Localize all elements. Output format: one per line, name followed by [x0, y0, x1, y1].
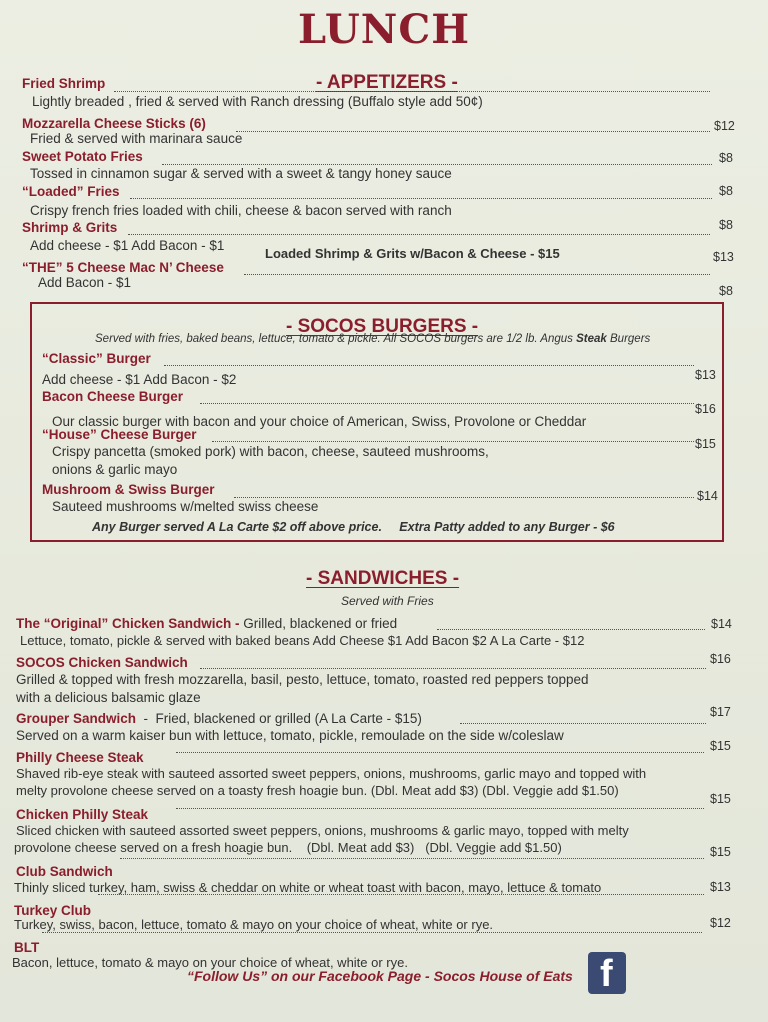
menu-item-name: “THE” 5 Cheese Mac N’ Cheese	[22, 260, 224, 275]
menu-item-price: $13	[710, 880, 731, 894]
dot-leader	[176, 808, 704, 809]
dot-leader	[236, 131, 710, 132]
facebook-icon[interactable]: f	[588, 952, 626, 994]
dot-leader	[120, 858, 704, 859]
menu-item-desc: Crispy pancetta (smoked pork) with bacon, cheese, sauteed mushrooms,	[52, 444, 489, 459]
menu-item-desc: melty provolone cheese served on a toasty fresh hoagie bun. (Dbl. Meat add $3) (Dbl. Veggie add $1.50)	[16, 783, 619, 798]
dot-leader	[130, 198, 712, 199]
menu-item-price: $14	[697, 489, 718, 503]
dot-leader	[42, 932, 702, 933]
menu-item-name: SOCOS Chicken Sandwich	[16, 655, 188, 670]
menu-item-desc: Lightly breaded , fried & served with Ranch dressing (Buffalo style add 50¢)	[32, 94, 483, 109]
menu-item-name: Shrimp & Grits	[22, 220, 118, 235]
menu-item-price: $13	[695, 368, 716, 382]
menu-item-price: $8	[719, 184, 733, 198]
menu-item-name: Philly Cheese Steak	[16, 750, 144, 765]
menu-item-desc: Fried & served with marinara sauce	[30, 131, 243, 146]
menu-item-name: Chicken Philly Steak	[16, 807, 149, 822]
menu-item-price: $15	[695, 437, 716, 451]
dot-leader	[164, 365, 694, 366]
menu-item-price: $15	[710, 739, 731, 753]
menu-item-name: Mushroom & Swiss Burger	[42, 482, 215, 497]
menu-item-desc: Turkey, swiss, bacon, lettuce, tomato & mayo on your choice of wheat, white or rye.	[14, 917, 494, 932]
menu-item-price: $17	[710, 705, 731, 719]
facebook-follow-text: “Follow Us” on our Facebook Page - Socos House of Eats	[187, 968, 573, 984]
menu-item-desc: onions & garlic mayo	[52, 462, 178, 477]
menu-item-price: $14	[711, 617, 732, 631]
menu-item-price: $12	[710, 916, 731, 930]
dot-leader	[244, 274, 710, 275]
menu-item-price: $15	[710, 845, 731, 859]
menu-item-desc: Thinly sliced turkey, ham, swiss & cheddar on white or wheat toast with bacon, mayo, lettuce & tomato	[14, 880, 602, 895]
appetizers-heading: - APPETIZERS -	[316, 72, 458, 93]
menu-item-desc: Sliced chicken with sauteed assorted sweet peppers, onions, mushrooms & garlic mayo, topped with melty	[16, 823, 629, 838]
dot-leader	[212, 441, 694, 442]
menu-item-price: $13	[713, 250, 734, 264]
dot-leader	[128, 234, 710, 235]
menu-item-name: Bacon Cheese Burger	[42, 389, 184, 404]
dot-leader	[114, 91, 710, 92]
menu-item-name: Sweet Potato Fries	[22, 149, 143, 164]
menu-item-desc: Sauteed mushrooms w/melted swiss cheese	[52, 499, 319, 514]
menu-item-name: Turkey Club	[14, 903, 92, 918]
menu-item-name: Club Sandwich	[16, 864, 113, 879]
menu-item-desc: Add cheese - $1 Add Bacon - $1	[30, 238, 225, 253]
menu-item-price: $16	[695, 402, 716, 416]
menu-item-price: $12	[714, 119, 735, 133]
menu-item-name: Grouper Sandwich - Fried, blackened or grilled (A La Carte - $15)	[16, 711, 422, 726]
dot-leader	[234, 497, 694, 498]
burgers-note: Served with fries, baked beans, lettuce, tomato & pickle. All SOCOS burgers are 1/2 lb. Angus Steak Burgers	[95, 333, 651, 345]
menu-item-desc: Lettuce, tomato, pickle & served with baked beans Add Cheese $1 Add Bacon $2 A La Carte - $12	[20, 633, 585, 648]
menu-item-name: “Loaded” Fries	[22, 184, 120, 199]
dot-leader	[200, 403, 694, 404]
menu-item-extra: Loaded Shrimp & Grits w/Bacon & Cheese - $15	[265, 246, 560, 261]
dot-leader	[460, 723, 706, 724]
dot-leader	[176, 752, 704, 753]
menu-item-price: $8	[719, 218, 733, 232]
sandwiches-heading: - SANDWICHES -	[306, 568, 460, 589]
menu-item-desc: Tossed in cinnamon sugar & served with a sweet & tangy honey sauce	[30, 166, 452, 181]
menu-item-desc: Our classic burger with bacon and your choice of American, Swiss, Provolone or Cheddar	[52, 414, 587, 429]
menu-item-name: “House” Cheese Burger	[42, 427, 197, 442]
menu-item-price: $15	[710, 792, 731, 806]
menu-item-name: “Classic” Burger	[42, 351, 151, 366]
menu-item-desc: Bacon, lettuce, tomato & mayo on your choice of wheat, white or rye.	[12, 955, 408, 970]
menu-item-desc: Crispy french fries loaded with chili, cheese & bacon served with ranch	[30, 203, 452, 218]
dot-leader	[437, 629, 705, 630]
dot-leader	[162, 164, 712, 165]
menu-item-name: Fried Shrimp	[22, 76, 106, 91]
menu-item-price: $8	[719, 151, 733, 165]
menu-item-desc: Grilled & topped with fresh mozzarella, basil, pesto, lettuce, tomato, roasted red peppers topped	[16, 672, 589, 687]
menu-item-desc: Add cheese - $1 Add Bacon - $2	[42, 372, 237, 387]
menu-item-desc: provolone cheese served on a fresh hoagie bun. (Dbl. Meat add $3) (Dbl. Veggie add $1.50)	[14, 840, 562, 855]
burgers-heading: - SOCOS BURGERS -	[286, 316, 479, 337]
menu-item-desc: Shaved rib-eye steak with sauteed assorted sweet peppers, onions, mushrooms, garlic mayo and topped with	[16, 766, 647, 781]
menu-item-desc: Served on a warm kaiser bun with lettuce, tomato, pickle, remoulade on the side w/coleslaw	[16, 728, 564, 743]
dot-leader	[98, 894, 704, 895]
burgers-footer-note: Any Burger served A La Carte $2 off above price. Extra Patty added to any Burger - $6	[92, 520, 615, 534]
menu-item-desc: Add Bacon - $1	[38, 275, 132, 290]
dot-leader	[200, 668, 706, 669]
menu-item-desc: with a delicious balsamic glaze	[16, 690, 201, 705]
menu-item-name: The “Original” Chicken Sandwich - Grilled, blackened or fried	[16, 616, 398, 631]
menu-item-name: Mozzarella Cheese Sticks (6)	[22, 116, 206, 131]
menu-item-price: $8	[719, 284, 733, 298]
menu-title: LUNCH	[297, 6, 470, 53]
sandwiches-sub: Served with Fries	[341, 594, 434, 608]
menu-item-name: BLT	[14, 940, 40, 955]
menu-item-price: $16	[710, 652, 731, 666]
